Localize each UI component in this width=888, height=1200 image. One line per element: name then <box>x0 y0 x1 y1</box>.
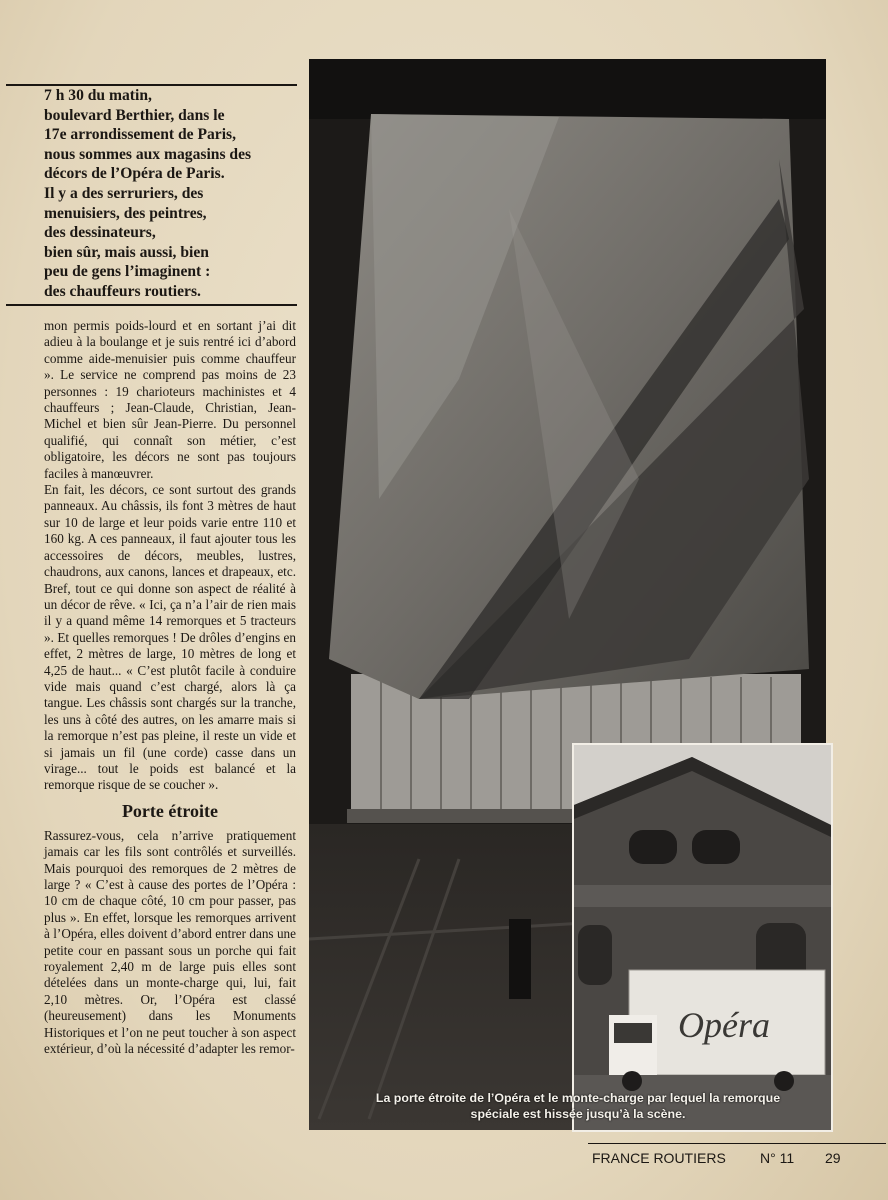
intro-line: des dessinateurs, <box>44 224 156 242</box>
intro-bottom-rule <box>6 304 297 306</box>
body-paragraph: En fait, les décors, ce sont surtout des grands panneaux. Au châssis, ils font 3 mètres de haut sur 10 de large et leur poids varie entre 110 et 160 kg. A ces panneaux, il faut ajouter tous les accessoires de décors, meubles, lustres, chaudrons, aux canons, lances et drapeaux, etc. Bref, tout ce qui donne son aspect de réalité à un décor de rêve. « Ici, ça n’a l’air de rien mais il y a quand même 14 remorques et 5 tracteurs ». Et quelles remorques ! De drôles d’engins en effet, 2 mètres de large, 10 mètres de long et 4,25 de haut... « C’est plutôt facile à conduire vide mais quand c’est chargé, alors là ça tangue. Les châssis sont chargés sur la tranche, les uns à côté des autres, on les amarre mais si la remorque n’est pas pleine, il reste un vide et si jamais un fil (une corde) casse dans un virage... tout le poids est balancé et la remorque risque de se coucher ». <box>44 482 296 793</box>
body-paragraph: Rassurez-vous, cela n’arrive pratiquement jamais car les fils sont contrôlés et surveillés. Mais pourquoi des remorques de 2 mètres de large ? « C’est à cause des portes de l’Opéra : 10 cm de chaque côté, 10 cm pour passer, pas plus ». En effet, lorsque les remorques arrivent à l’Opéra, elles doivent d’abord entrer dans une petite cour en passant sous un porche qui fait royalement 2,40 m de large puis elles sont dételées dans un monte-charge qui, lui, fait 2,10 mètres. Or, l’Opéra est classé (heureusement) dans les Monuments Historiques et l’on ne peut toucher à son aspect extérieur, d’où la nécessité d’adapter les remor- <box>44 827 296 1057</box>
footer-rule <box>588 1143 886 1144</box>
page-number: 29 <box>825 1150 841 1166</box>
photo-caption <box>338 1090 818 1122</box>
intro-line: bien sûr, mais aussi, bien <box>44 243 209 261</box>
intro-line: peu de gens l’imaginent : <box>44 263 211 281</box>
opera-truck-image <box>574 745 831 1130</box>
intro-line: décors de l’Opéra de Paris. <box>44 165 225 183</box>
truck-lettering: Opéra <box>678 1005 770 1045</box>
intro-line: des chauffeurs routiers. <box>44 282 201 300</box>
caption-line: spéciale est hissée jusqu’à la scène. <box>470 1107 686 1121</box>
intro-line: boulevard Berthier, dans le <box>44 106 225 124</box>
body-paragraph: mon permis poids-lourd et en sortant j’ai dit adieu à la boulange et je suis rentré ici d’abord comme aide-menuisier puis comme chauffeur ». Le service ne comprend pas moins de 23 personnes : 19 charioteurs machinistes et 4 chauffeurs ; Jean-Claude, Christian, Jean-Michel et bien sûr Jean-Pierre. Du personnel qualifié, qui connaît son métier, c’est obligatoire, les décors ne sont pas toujours faciles à manœuvrer. <box>44 318 296 481</box>
opera-building-photo <box>574 745 831 1130</box>
intro-line: menuisiers, des peintres, <box>44 204 207 222</box>
issue-number: N° 11 <box>760 1150 795 1166</box>
article-body-column <box>44 318 296 1057</box>
caption-line: La porte étroite de l’Opéra et le monte-charge par lequel la remorque <box>375 1091 781 1105</box>
intro-line: 7 h 30 du matin, <box>44 87 152 104</box>
subheading: Porte étroite <box>121 800 219 821</box>
intro-line: nous sommes aux magasins des <box>44 145 252 163</box>
intro-standfirst <box>44 86 294 302</box>
intro-line: 17e arrondissement de Paris, <box>44 126 237 144</box>
magazine-name: FRANCE ROUTIERS <box>592 1150 726 1166</box>
intro-line: Il y a des serruriers, des <box>44 184 204 202</box>
